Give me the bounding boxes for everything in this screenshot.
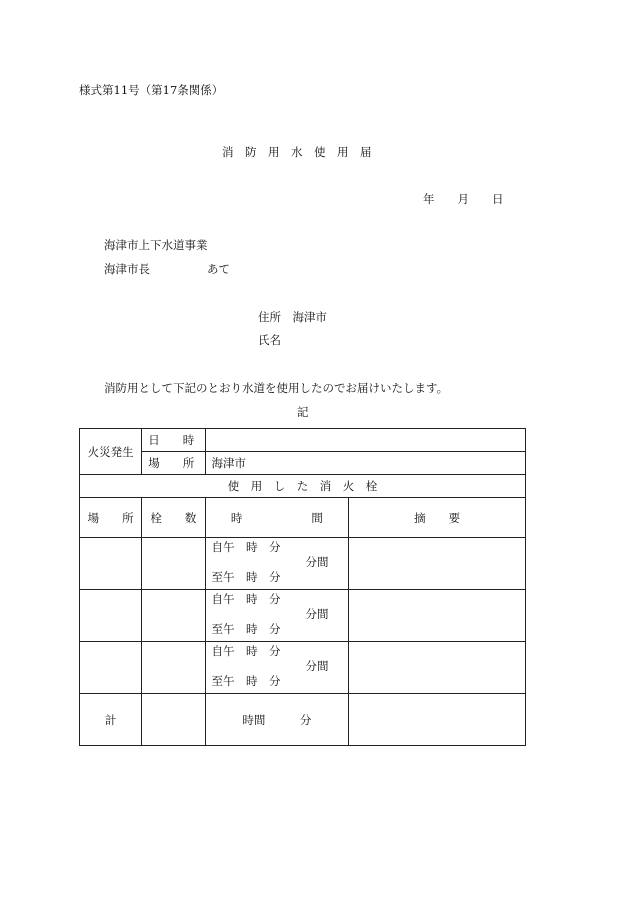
- time-minutes: 分間: [305, 607, 329, 621]
- row-count-cell[interactable]: [142, 590, 205, 642]
- col-header-remarks: 摘 要: [349, 498, 526, 538]
- table-row: [80, 590, 526, 642]
- date-value-cell[interactable]: [205, 429, 525, 452]
- recipient-honorific: あて: [207, 262, 230, 276]
- total-count-cell[interactable]: [142, 694, 205, 746]
- place-value[interactable]: 海津市: [205, 452, 525, 475]
- time-from: 自午 時 分: [211, 540, 281, 554]
- row-time-cell[interactable]: [205, 590, 349, 642]
- row-count-cell[interactable]: [142, 538, 205, 590]
- fire-occurrence-label: 火災発生: [80, 429, 142, 475]
- row-remarks-cell[interactable]: [349, 642, 526, 694]
- time-from: 自午 時 分: [211, 644, 281, 658]
- date-line: 年 月 日: [423, 192, 504, 206]
- time-minutes: 分間: [305, 555, 329, 569]
- row-place-cell[interactable]: [80, 538, 142, 590]
- row-place-cell[interactable]: [80, 642, 142, 694]
- recipient-mayor: 海津市長: [104, 262, 150, 276]
- hydrant-section-header: 使 用 し た 消 火 栓: [80, 475, 526, 498]
- total-label: 計: [80, 694, 142, 746]
- time-to: 至午 時 分: [211, 674, 281, 688]
- time-from: 自午 時 分: [211, 592, 281, 606]
- place-label: 場 所: [142, 452, 205, 475]
- row-remarks-cell[interactable]: [349, 590, 526, 642]
- total-remarks-cell[interactable]: [349, 694, 526, 746]
- applicant-address: 住所 海津市: [258, 310, 327, 324]
- applicant-name: 氏名: [258, 333, 281, 347]
- row-time-cell[interactable]: [205, 538, 349, 590]
- declaration-text: 消防用として下記のとおり水道を使用したのでお届けいたします。: [104, 381, 449, 395]
- row-count-cell[interactable]: [142, 642, 205, 694]
- row-place-cell[interactable]: [80, 590, 142, 642]
- total-time: 時間 分: [205, 694, 349, 746]
- col-header-time: 時 間: [205, 498, 349, 538]
- ki-heading: 記: [297, 405, 309, 419]
- time-minutes: 分間: [305, 659, 329, 673]
- time-to: 至午 時 分: [211, 622, 281, 636]
- date-label: 日 時: [142, 429, 205, 452]
- document-title: 消 防 用 水 使 用 届: [222, 145, 372, 159]
- table-row: [80, 538, 526, 590]
- time-to: 至午 時 分: [211, 570, 281, 584]
- form-number: 様式第11号（第17条関係）: [79, 83, 224, 97]
- recipient-organization: 海津市上下水道事業: [104, 238, 208, 252]
- usage-table: [79, 428, 526, 746]
- row-time-cell[interactable]: [205, 642, 349, 694]
- row-remarks-cell[interactable]: [349, 538, 526, 590]
- col-header-place: 場 所: [80, 498, 142, 538]
- table-row: [80, 642, 526, 694]
- col-header-count: 栓 数: [142, 498, 205, 538]
